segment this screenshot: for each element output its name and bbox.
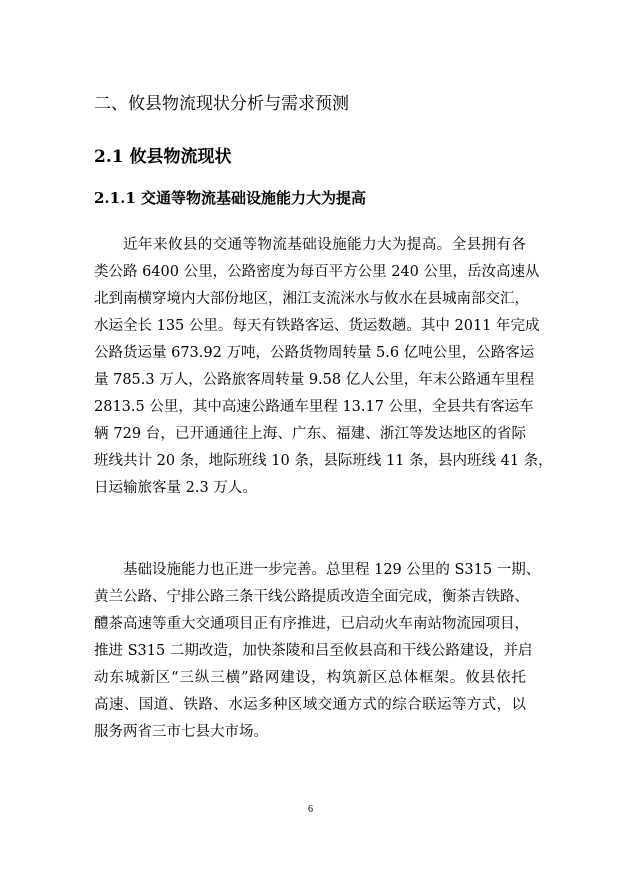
paragraph-infrastructure-status	[94, 232, 553, 502]
paragraph-line: 基础设施能力也正进一步完善。总里程 129 公里的 S315 一期、	[123, 562, 541, 578]
paragraph-line: 水运全长 135 公里。每天有铁路客运、货运数趟。其中 2011 年完成	[94, 318, 540, 334]
subsection-heading: 2.1 攸县物流现状	[94, 147, 232, 167]
paragraph-line: 班线共计 20 条，地际班线 10 条，县际班线 11 条，县内班线 41 条，	[94, 453, 553, 469]
paragraph-line: 服务两省三市七县大市场。	[94, 724, 268, 740]
paragraph-line: 公路货运量 673.92 万吨，公路货物周转量 5.6 亿吨公里，公路客运	[94, 345, 535, 361]
paragraph-line: 日运输旅客量 2.3 万人。	[94, 480, 257, 496]
paragraph-line: 辆 729 台，已开通通往上海、广东、福建、浙江等发达地区的省际	[94, 426, 526, 442]
page-number: 6	[308, 804, 313, 815]
subsubsection-heading: 2.1.1 交通等物流基础设施能力大为提高	[94, 189, 366, 207]
paragraph-line: 量 785.3 万人，公路旅客周转量 9.58 亿人公里，年末公路通车里程	[94, 372, 535, 388]
paragraph-line: 推进 S315 二期改造，加快茶陵和吕至攸县高和干线公路建设，并启	[94, 643, 533, 659]
paragraph-line: 黄兰公路、宁排公路三条干线公路提质改造全面完成，衡茶吉铁路、	[94, 589, 529, 605]
paragraph-line: 高速、国道、铁路、水运多种区域交通方式的综合联运等方式，以	[94, 697, 526, 713]
paragraph-infrastructure-improvement	[94, 557, 541, 746]
paragraph-line: 近年来攸县的交通等物流基础设施能力大为提高。全县拥有各	[123, 237, 526, 253]
paragraph-line: 2813.5 公里，其中高速公路通车里程 13.17 公里，全县共有客运车	[94, 399, 534, 415]
paragraph-line: 醴茶高速等重大交通项目正有序推进，已启动火车南站物流园项目，	[94, 616, 529, 632]
paragraph-line: 动东城新区“三纵三横”路网建设，构筑新区总体框架。攸县依托	[94, 670, 526, 686]
section-heading: 二、攸县物流现状分析与需求预测	[94, 94, 349, 114]
paragraph-line: 北到南横穿境内大部份地区，湘江支流洣水与攸水在县城南部交汇，	[94, 291, 529, 307]
paragraph-line: 类公路 6400 公里，公路密度为每百平方公里 240 公里，岳汝高速从	[94, 264, 540, 280]
